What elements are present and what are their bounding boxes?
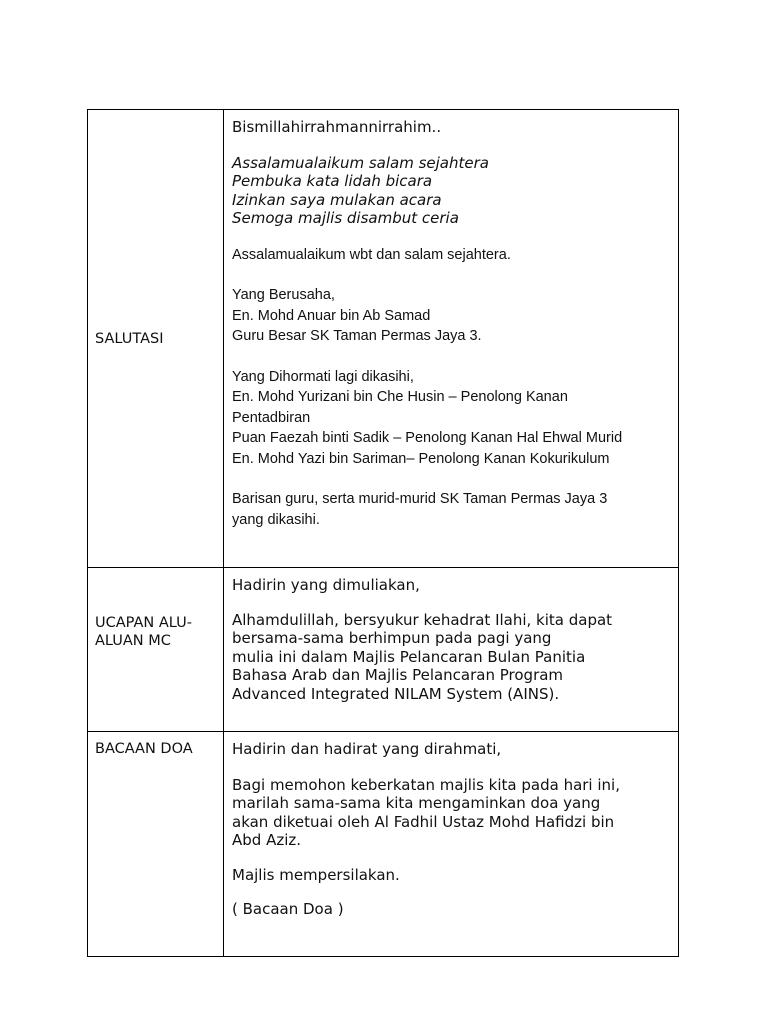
guest-line: Yang Berusaha,: [232, 287, 335, 303]
row-label-cell: [88, 568, 224, 732]
body-line: Bagi memohon keberkatan majlis kita pada hari ini,: [232, 775, 620, 794]
body-line: Abd Aziz.: [232, 831, 302, 849]
body-line: akan diketuai oleh Al Fadhil Ustaz Mohd Hafidzi bin: [232, 812, 615, 831]
pantun-line: Semoga majlis disambut ceria: [232, 209, 459, 227]
row-label: UCAPAN ALU-: [95, 615, 192, 631]
row-label: SALUTASI: [95, 330, 164, 347]
table-row-salutasi: [88, 110, 679, 568]
guest-block: [232, 367, 672, 470]
body-line: marilah sama-sama kita mengaminkan doa yang: [232, 794, 601, 812]
row-content-cell: [224, 110, 679, 568]
table-row-bacaan-doa: [88, 732, 679, 957]
guest-line: En. Mohd Anuar bin Ab Samad: [232, 307, 431, 324]
row-label: ALUAN MC: [95, 633, 171, 649]
section-heading: Hadirin yang dimuliakan,: [232, 576, 420, 594]
program-table: [87, 109, 679, 957]
guest-line: Puan Faezah binti Sadik – Penolong Kanan Hal Ehwal Murid: [232, 430, 623, 446]
body-line: Advanced Integrated NILAM System (AINS).: [232, 684, 560, 703]
doa-note: ( Bacaan Doa ): [232, 900, 344, 918]
section-heading: Hadirin dan hadirat yang dirahmati,: [232, 740, 502, 758]
section-body: [232, 776, 672, 850]
invite-line: Majlis mempersilakan.: [232, 865, 400, 884]
closing-block: [232, 489, 672, 530]
guest-line: Guru Besar SK Taman Permas Jaya 3.: [232, 328, 482, 344]
section-body: [232, 611, 672, 704]
pantun-line: Pembuka kata lidah bicara: [232, 172, 433, 190]
guest-block: [232, 285, 672, 347]
guest-line: En. Mohd Yazi bin Sariman– Penolong Kanan Kokurikulum: [232, 450, 610, 467]
body-line: Bahasa Arab dan Majlis Pelancaran Program: [232, 666, 564, 684]
body-line: mulia ini dalam Majlis Pelancaran Bulan Panitia: [232, 647, 586, 666]
closing-line: yang dikasihi.: [232, 511, 320, 528]
guest-line: En. Mohd Yurizani bin Che Husin – Penolong Kanan: [232, 389, 568, 405]
row-content-cell: [224, 568, 679, 732]
body-line: bersama-sama berhimpun pada pagi yang: [232, 629, 552, 647]
row-content-cell: [224, 732, 679, 957]
row-label: BACAAN DOA: [95, 741, 193, 757]
closing-line: Barisan guru, serta murid-murid SK Taman Permas Jaya 3: [232, 491, 608, 507]
pantun-line: Izinkan saya mulakan acara: [232, 190, 442, 209]
row-label-cell: [88, 110, 224, 568]
pantun-line: Assalamualaikum salam sejahtera: [232, 153, 489, 172]
body-line: Alhamdulillah, bersyukur kehadrat Ilahi, kita dapat: [232, 610, 613, 629]
table-row-ucapan: [88, 568, 679, 732]
guest-line: Pentadbiran: [232, 409, 311, 426]
opening-line: Bismillahirrahmannirrahim..: [232, 118, 442, 136]
pantun: [232, 154, 672, 228]
row-label-cell: [88, 732, 224, 957]
greeting-line: Assalamualaikum wbt dan salam sejahtera.: [232, 246, 511, 263]
guest-line: Yang Dihormati lagi dikasihi,: [232, 368, 414, 385]
